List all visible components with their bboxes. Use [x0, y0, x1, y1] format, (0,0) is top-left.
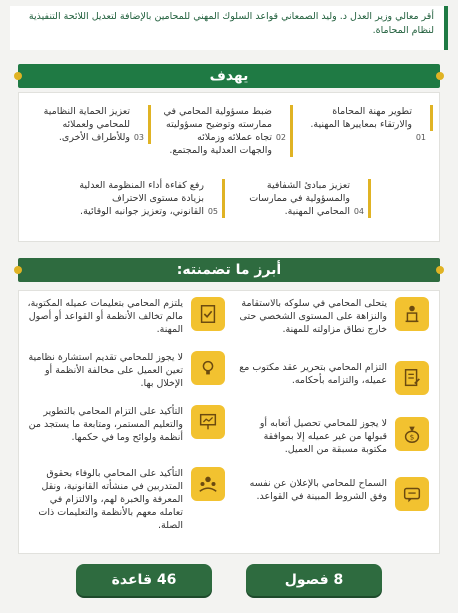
feature-text: لا يجوز للمحامي تحصيل أتعابه أو قبولها من غير عميله إلا بموافقة مكتوبة مسبقة من العميل. — [259, 418, 387, 455]
goal-item-01 — [305, 105, 433, 142]
goal-item-03 — [25, 105, 151, 144]
band-notch-left — [14, 266, 22, 274]
band-notch-right — [436, 72, 444, 80]
feature-item — [237, 361, 429, 395]
svg-text:$: $ — [409, 432, 415, 442]
goal-text: تطوير مهنة المحاماة والارتقاء بمعاييرها المهنية. — [310, 106, 412, 130]
band-notch-right — [436, 266, 444, 274]
goal-text: ضبط مسؤولية المحامي في ممارسته وتوضيح مسؤوليته تجاه عملائه وزملائه والجهات العدلية والمجتمع. — [163, 106, 272, 156]
money-bag-icon — [395, 417, 429, 451]
group-mentor-icon — [191, 467, 225, 501]
goal-number: 02 — [275, 133, 286, 142]
feature-item — [25, 467, 225, 532]
announcement-icon — [395, 477, 429, 511]
feature-text: يتحلى المحامي في سلوكه بالاستقامة والنزاهة على المستوى الشخصي حتى خارج نطاق مزاولته للمهنة. — [239, 298, 387, 335]
feature-item — [25, 351, 225, 390]
stat-pill-rules — [76, 564, 212, 596]
goal-text: تعزيز مبادئ الشفافية والمسؤولية في ممارسات المحامي المهنية. — [249, 180, 350, 217]
goal-number: 03 — [133, 133, 144, 142]
feature-text: السماح للمحامي بالإعلان عن نفسه وفق الشروط المبينة في القواعد. — [249, 478, 387, 502]
feature-text: التأكيد على التزام المحامي بالتطوير والتعليم المستمر، ومتابعة ما يستجد من أنظمة ولوائح وما في حكمها. — [28, 406, 183, 443]
lightbulb-icon — [191, 351, 225, 385]
stat-label: 8 فصول — [284, 572, 344, 588]
contract-sign-icon — [395, 361, 429, 395]
features-panel — [18, 290, 440, 554]
goal-item-05 — [75, 179, 225, 218]
feature-text: التأكيد على المحامي بالوفاء بحقوق المتدربين في منشأته القانونية، ونقل المعرفة والخبرة لهم، والالتزام في تعامله معهم بالأنظمة والتعليمات ذات الصلة. — [38, 468, 183, 531]
top-note — [10, 6, 448, 50]
goals-heading-band — [18, 64, 440, 88]
goal-item-04 — [239, 179, 371, 218]
stat-label: 46 قاعدة — [111, 572, 177, 588]
goal-number: 04 — [353, 207, 364, 216]
feature-item — [237, 297, 429, 336]
stat-pill-chapters — [246, 564, 382, 596]
feature-text: يلتزم المحامي بتعليمات عميله المكتوبة، مالم تخالف الأنظمة أو القواعد أو أصول المهنة. — [27, 298, 183, 335]
goal-text: تعزيز الحماية النظامية للمحامي ولعملائه وللأطراف الأخرى. — [43, 106, 130, 143]
goal-text: رفع كفاءة أداء المنظومة العدلية بزيادة مستوى الاحتراف القانوني، وتعزيز جوانبه الوقائية. — [79, 180, 204, 217]
training-board-icon — [191, 405, 225, 439]
top-note-text: أقر معالي وزير العدل د. وليد الصمعاني قواعد السلوك المهني للمحامين بالإضافة لتعديل اللائحة التنفيذية لنظام المحاماة. — [28, 11, 434, 36]
features-heading: أبرز ما تضمنته: — [176, 262, 282, 278]
goal-number: 01 — [415, 133, 426, 142]
goal-number: 05 — [207, 207, 218, 216]
lectern-person-icon — [395, 297, 429, 331]
goal-item-02 — [163, 105, 293, 157]
band-notch-left — [14, 72, 22, 80]
document-check-icon — [191, 297, 225, 331]
goals-heading: يهدف — [209, 68, 249, 84]
features-heading-band — [18, 258, 440, 282]
feature-text: التزام المحامي بتحرير عقد مكتوب مع عميله، والتزامه بأحكامه. — [239, 362, 387, 386]
goals-panel — [18, 92, 440, 242]
feature-item — [237, 477, 429, 511]
feature-item — [25, 405, 225, 444]
feature-text: لا يجوز للمحامي تقديم استشارة نظامية تعين العميل على مخالفة الأنظمة أو الإخلال بها. — [28, 352, 183, 389]
feature-item — [237, 417, 429, 456]
feature-item — [25, 297, 225, 336]
